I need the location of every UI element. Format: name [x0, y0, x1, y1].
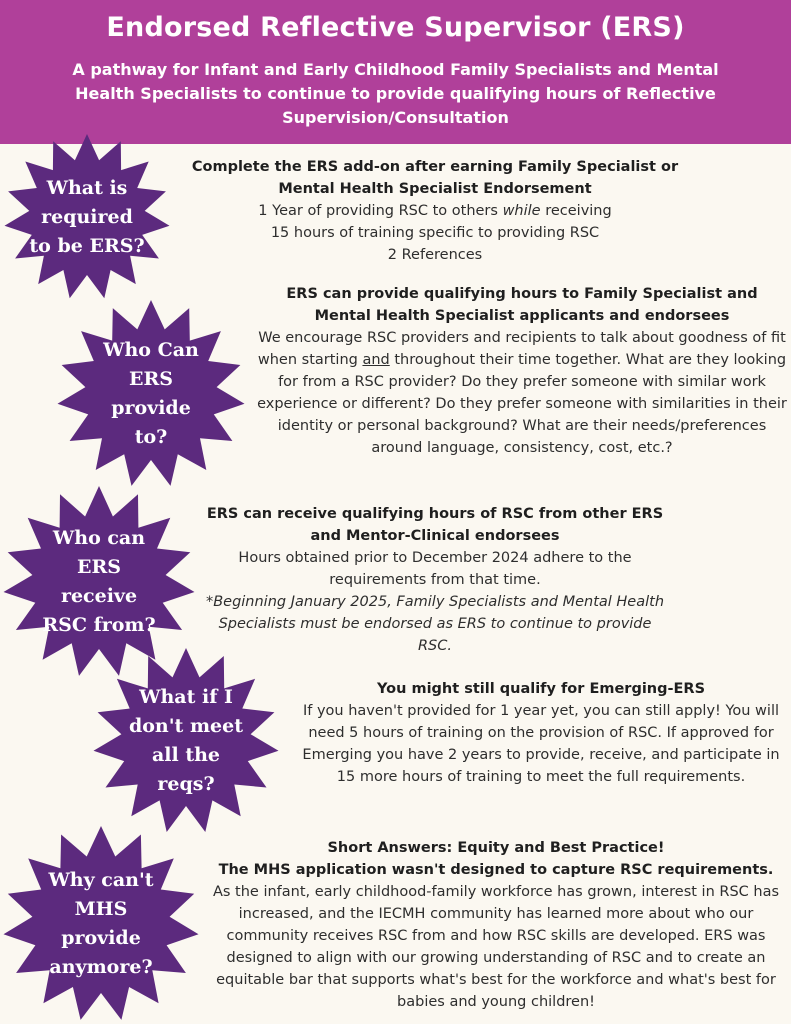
starburst-badge-mhs: [3, 826, 199, 1022]
section-subheading: The MHS application wasn't designed to capture RSC requirements.: [218, 862, 774, 878]
badge-question: Why can't MHS provide anymore?: [48, 869, 154, 978]
badge-question: Who can ERS receive RSC from?: [42, 527, 156, 636]
starburst-badge-emerging: [93, 648, 279, 834]
starburst-badge-provide: [57, 300, 245, 488]
starburst-badge-required: [4, 134, 170, 300]
requirement-year: 1 Year of providing RSC to others while receiving: [258, 203, 612, 219]
header-banner: [0, 0, 791, 144]
badge-question: What if I don't meet all the reqs?: [128, 686, 244, 795]
section-note: *Beginning January 2025, Family Specialists and Mental Health Specialists must be endorsed as ERS to continue to provide RSC.: [205, 594, 665, 654]
requirement-references: 2 References: [387, 247, 483, 263]
section-heading: ERS can receive qualifying hours of RSC from other ERS and Mentor-Clinical endorsees: [206, 506, 664, 544]
page-subtitle: A pathway for Infant and Early Childhood Family Specialists and Mental Health Specialists to continue to provide qualifying hours of Reflective Supervision/Consultation: [72, 60, 719, 127]
badge-question: What is required to be ERS?: [29, 176, 145, 257]
section-body: We encourage RSC providers and recipients to talk about goodness of fit when starting and throughout their time together. What are they looking for from a RSC provider? Do they prefer someone with similar work experience or different? Do they prefer someone with similarities in their identity or personal background? What are their needs/preferences around language, consistency, cost, etc.?: [257, 330, 787, 456]
section-emerging-text: [293, 678, 789, 788]
section-body: Hours obtained prior to December 2024 adhere to the requirements from that time.: [238, 550, 632, 588]
section-heading: Complete the ERS add-on after earning Family Specialist or Mental Health Specialist Endorsement: [191, 159, 679, 197]
page-title: Endorsed Reflective Supervisor (ERS): [106, 12, 685, 43]
section-mhs-text: [203, 837, 789, 1013]
requirement-training: 15 hours of training specific to providing RSC: [270, 225, 600, 241]
section-body: As the infant, early childhood-family workforce has grown, interest in RSC has increased, and the IECMH community has learned more about who our community receives RSC from and how RSC skills are developed. ERS was designed to align with our growing understanding of RSC and to create an equitable bar that supports what's best for the workforce and what's best for babies and young children!: [212, 884, 780, 1010]
badge-question: Who Can ERS provide to?: [103, 339, 199, 448]
section-heading: ERS can provide qualifying hours to Family Specialist and Mental Health Specialist applicants and endorsees: [286, 286, 758, 324]
section-heading: You might still qualify for Emerging-ERS: [376, 681, 706, 697]
section-required-text: [165, 156, 705, 266]
section-receive-text: [205, 503, 665, 657]
section-provide-text: [257, 283, 787, 459]
section-heading: Short Answers: Equity and Best Practice!: [327, 840, 665, 856]
section-body: If you haven't provided for 1 year yet, you can still apply! You will need 5 hours of training on the provision of RSC. If approved for Emerging you have 2 years to provide, receive, and participate in 15 more hours of training to meet the full requirements.: [302, 703, 780, 785]
